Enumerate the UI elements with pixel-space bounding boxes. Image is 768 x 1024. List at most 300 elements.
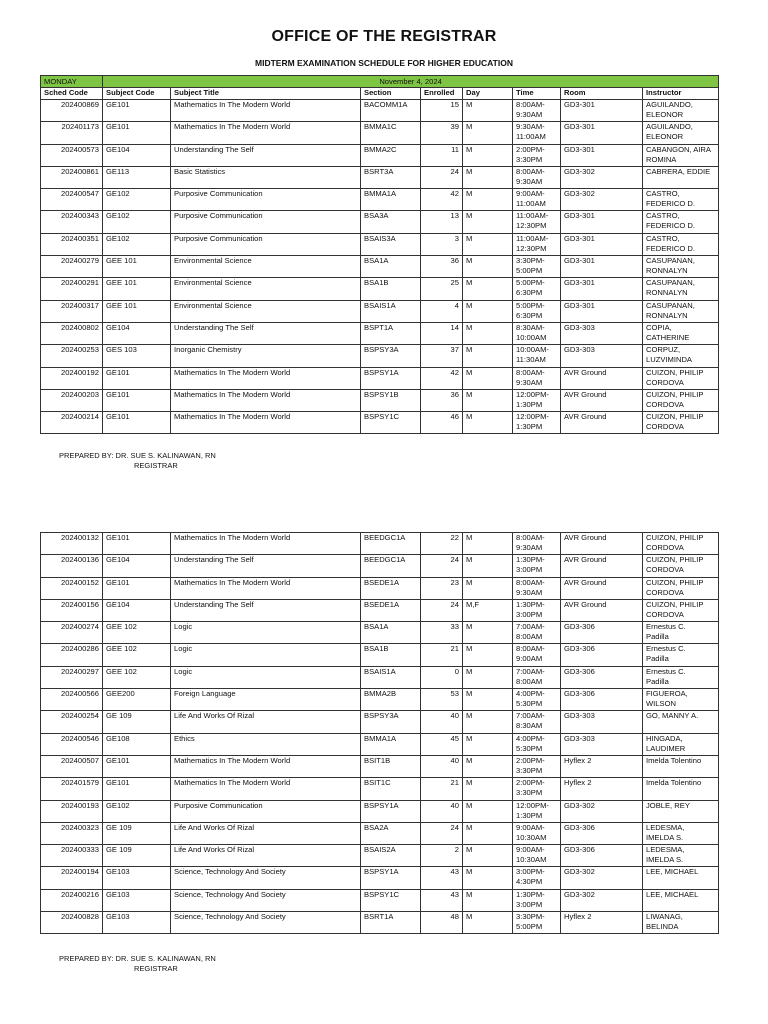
cell-subject-title: Mathematics In The Modern World [171, 533, 361, 555]
cell-section: BSAIS3A [361, 233, 421, 255]
cell-subject-code: GE102 [103, 233, 171, 255]
cell-subject-code: GEE 102 [103, 644, 171, 666]
cell-enrolled: 37 [421, 345, 463, 367]
cell-time: 3:00PM- 4:30PM [513, 867, 561, 889]
cell-section: BSPSY1A [361, 867, 421, 889]
cell-day: M [463, 912, 513, 934]
table-row [41, 622, 719, 644]
cell-time: 7:00AM- 8:00AM [513, 622, 561, 644]
cell-day: M [463, 122, 513, 144]
column-header-time: Time [513, 88, 561, 100]
cell-room: GD3-303 [561, 345, 643, 367]
cell-instructor: CASTRO, FEDERICO D. [643, 211, 719, 233]
cell-enrolled: 25 [421, 278, 463, 300]
cell-time: 8:30AM- 10:00AM [513, 322, 561, 344]
cell-day: M [463, 800, 513, 822]
cell-day: M [463, 577, 513, 599]
cell-instructor: LEDESMA, IMELDA S. [643, 845, 719, 867]
cell-subject-code: GE102 [103, 211, 171, 233]
cell-instructor: AGUILANDO, ELEONOR [643, 122, 719, 144]
cell-subject-title: Logic [171, 644, 361, 666]
cell-day: M [463, 778, 513, 800]
cell-subject-code: GE113 [103, 166, 171, 188]
cell-time: 8:00AM- 9:30AM [513, 100, 561, 122]
cell-section: BSRT1A [361, 912, 421, 934]
cell-enrolled: 40 [421, 755, 463, 777]
cell-enrolled: 36 [421, 389, 463, 411]
cell-sched-code: 202400343 [41, 211, 103, 233]
cell-subject-code: GE108 [103, 733, 171, 755]
cell-instructor: AGUILANDO, ELEONOR [643, 100, 719, 122]
cell-subject-title: Understanding The Self [171, 322, 361, 344]
cell-room: AVR Ground [561, 412, 643, 434]
table-row [41, 278, 719, 300]
cell-sched-code: 202400286 [41, 644, 103, 666]
table-row [41, 256, 719, 278]
cell-section: BSA1B [361, 278, 421, 300]
cell-room: GD3-303 [561, 733, 643, 755]
cell-sched-code: 202400566 [41, 689, 103, 711]
cell-sched-code: 202400861 [41, 166, 103, 188]
cell-instructor: CASUPANAN, RONNALYN [643, 278, 719, 300]
cell-section: BSPSY3A [361, 345, 421, 367]
cell-day: M,F [463, 599, 513, 621]
cell-day: M [463, 533, 513, 555]
cell-room: GD3-306 [561, 822, 643, 844]
cell-instructor: LEE, MICHAEL [643, 867, 719, 889]
cell-time: 2:00PM- 3:30PM [513, 144, 561, 166]
table-row [41, 912, 719, 934]
cell-section: BSA2A [361, 822, 421, 844]
cell-subject-code: GE 109 [103, 822, 171, 844]
cell-instructor: CORPUZ, LUZVIMINDA [643, 345, 719, 367]
cell-sched-code: 202400136 [41, 555, 103, 577]
cell-day: M [463, 622, 513, 644]
cell-room: GD3-301 [561, 144, 643, 166]
cell-sched-code: 202400279 [41, 256, 103, 278]
cell-subject-title: Purposive Communication [171, 800, 361, 822]
cell-room: GD3-306 [561, 689, 643, 711]
cell-subject-code: GEE 102 [103, 666, 171, 688]
cell-instructor: CUIZON, PHILIP CORDOVA [643, 577, 719, 599]
cell-time: 2:00PM- 3:30PM [513, 755, 561, 777]
cell-sched-code: 202400546 [41, 733, 103, 755]
cell-section: BSAIS2A [361, 845, 421, 867]
cell-enrolled: 24 [421, 822, 463, 844]
cell-time: 10:00AM- 11:30AM [513, 345, 561, 367]
cell-enrolled: 46 [421, 412, 463, 434]
table-row [41, 689, 719, 711]
cell-day: M [463, 100, 513, 122]
cell-instructor: CUIZON, PHILIP CORDOVA [643, 533, 719, 555]
cell-subject-title: Life And Works Of Rizal [171, 845, 361, 867]
cell-section: BSPSY1B [361, 389, 421, 411]
table-row [41, 555, 719, 577]
cell-enrolled: 40 [421, 711, 463, 733]
cell-subject-title: Science, Technology And Society [171, 912, 361, 934]
cell-section: BSPT1A [361, 322, 421, 344]
cell-sched-code: 202401173 [41, 122, 103, 144]
cell-sched-code: 202400156 [41, 599, 103, 621]
cell-subject-title: Logic [171, 622, 361, 644]
cell-time: 8:00AM- 9:30AM [513, 367, 561, 389]
cell-subject-code: GEE 101 [103, 256, 171, 278]
cell-section: BSA1A [361, 622, 421, 644]
table-row [41, 122, 719, 144]
cell-room: GD3-301 [561, 278, 643, 300]
prepared-by-block-1 [59, 451, 216, 471]
prepared-by-text: PREPARED BY: DR. SUE S. KALINAWAN, RN [59, 451, 216, 460]
cell-day: M [463, 256, 513, 278]
cell-section: BMMA2C [361, 144, 421, 166]
column-header-section: Section [361, 88, 421, 100]
cell-subject-title: Life And Works Of Rizal [171, 822, 361, 844]
cell-subject-code: GE104 [103, 144, 171, 166]
cell-subject-title: Understanding The Self [171, 144, 361, 166]
cell-subject-title: Environmental Science [171, 256, 361, 278]
date-label: November 4, 2024 [103, 76, 719, 88]
cell-subject-title: Purposive Communication [171, 189, 361, 211]
cell-day: M [463, 300, 513, 322]
cell-section: BSA1A [361, 256, 421, 278]
table-row [41, 233, 719, 255]
cell-day: M [463, 166, 513, 188]
cell-section: BEEDGC1A [361, 533, 421, 555]
cell-section: BSA3A [361, 211, 421, 233]
cell-instructor: CUIZON, PHILIP CORDOVA [643, 412, 719, 434]
cell-enrolled: 0 [421, 666, 463, 688]
cell-subject-code: GE101 [103, 755, 171, 777]
table-row [41, 778, 719, 800]
cell-enrolled: 14 [421, 322, 463, 344]
cell-sched-code: 202400869 [41, 100, 103, 122]
cell-enrolled: 4 [421, 300, 463, 322]
cell-room: GD3-301 [561, 233, 643, 255]
cell-subject-title: Mathematics In The Modern World [171, 389, 361, 411]
cell-instructor: CUIZON, PHILIP CORDOVA [643, 555, 719, 577]
cell-enrolled: 23 [421, 577, 463, 599]
cell-day: M [463, 322, 513, 344]
cell-room: GD3-303 [561, 322, 643, 344]
page-title: OFFICE OF THE REGISTRAR [271, 28, 497, 45]
cell-sched-code: 202400547 [41, 189, 103, 211]
cell-section: BSIT1C [361, 778, 421, 800]
cell-subject-code: GE 109 [103, 845, 171, 867]
cell-time: 9:00AM- 11:00AM [513, 189, 561, 211]
cell-subject-title: Foreign Language [171, 689, 361, 711]
cell-instructor: Ernestus C. Padilla [643, 622, 719, 644]
cell-time: 8:00AM- 9:00AM [513, 644, 561, 666]
cell-subject-title: Mathematics In The Modern World [171, 755, 361, 777]
cell-instructor: CASTRO, FEDERICO D. [643, 233, 719, 255]
table-row [41, 867, 719, 889]
table-row [41, 755, 719, 777]
cell-subject-code: GEE 102 [103, 622, 171, 644]
cell-day: M [463, 711, 513, 733]
registrar-label: REGISTRAR [134, 461, 178, 470]
cell-subject-code: GE104 [103, 599, 171, 621]
cell-sched-code: 202400317 [41, 300, 103, 322]
cell-room: GD3-301 [561, 256, 643, 278]
cell-sched-code: 202400194 [41, 867, 103, 889]
cell-enrolled: 42 [421, 367, 463, 389]
table-row [41, 822, 719, 844]
cell-room: GD3-302 [561, 867, 643, 889]
cell-sched-code: 202400351 [41, 233, 103, 255]
cell-sched-code: 202400216 [41, 889, 103, 911]
schedule-table-page-2 [40, 532, 719, 934]
cell-sched-code: 202400214 [41, 412, 103, 434]
cell-enrolled: 2 [421, 845, 463, 867]
cell-sched-code: 202400297 [41, 666, 103, 688]
table-row [41, 845, 719, 867]
cell-day: M [463, 755, 513, 777]
cell-enrolled: 53 [421, 689, 463, 711]
cell-day: M [463, 144, 513, 166]
table-row [41, 166, 719, 188]
cell-time: 5:00PM- 6:30PM [513, 278, 561, 300]
cell-sched-code: 202400323 [41, 822, 103, 844]
cell-time: 7:00AM- 8:00AM [513, 666, 561, 688]
cell-subject-code: GE101 [103, 412, 171, 434]
cell-instructor: CABANGON, AIRA ROMINA [643, 144, 719, 166]
cell-enrolled: 33 [421, 622, 463, 644]
cell-subject-title: Environmental Science [171, 278, 361, 300]
table-row [41, 211, 719, 233]
cell-section: BMMA1A [361, 733, 421, 755]
cell-enrolled: 24 [421, 599, 463, 621]
cell-day: M [463, 233, 513, 255]
prepared-by-block-2 [59, 954, 216, 974]
cell-subject-title: Mathematics In The Modern World [171, 100, 361, 122]
cell-enrolled: 48 [421, 912, 463, 934]
cell-section: BSEDE1A [361, 599, 421, 621]
cell-day: M [463, 845, 513, 867]
cell-day: M [463, 367, 513, 389]
cell-room: Hyflex 2 [561, 778, 643, 800]
cell-instructor: CASTRO, FEDERICO D. [643, 189, 719, 211]
cell-subject-title: Mathematics In The Modern World [171, 778, 361, 800]
cell-room: Hyflex 2 [561, 912, 643, 934]
cell-time: 8:00AM- 9:30AM [513, 166, 561, 188]
cell-subject-code: GE101 [103, 533, 171, 555]
cell-enrolled: 11 [421, 144, 463, 166]
cell-room: GD3-301 [561, 100, 643, 122]
cell-instructor: CASUPANAN, RONNALYN [643, 256, 719, 278]
cell-instructor: GO, MANNY A. [643, 711, 719, 733]
table-row [41, 189, 719, 211]
table-row [41, 100, 719, 122]
cell-section: BSRT3A [361, 166, 421, 188]
cell-time: 5:00PM- 6:30PM [513, 300, 561, 322]
cell-instructor: CUIZON, PHILIP CORDOVA [643, 389, 719, 411]
cell-instructor: FIGUEROA, WILSON [643, 689, 719, 711]
cell-subject-code: GE104 [103, 322, 171, 344]
column-header-sched-code: Sched Code [41, 88, 103, 100]
cell-subject-code: GE103 [103, 889, 171, 911]
cell-subject-title: Ethics [171, 733, 361, 755]
cell-time: 4:00PM- 5:30PM [513, 733, 561, 755]
cell-day: M [463, 412, 513, 434]
table-row [41, 599, 719, 621]
cell-instructor: Ernestus C. Padilla [643, 666, 719, 688]
cell-room: AVR Ground [561, 533, 643, 555]
cell-room: AVR Ground [561, 389, 643, 411]
cell-enrolled: 21 [421, 778, 463, 800]
cell-time: 1:30PM- 3:00PM [513, 889, 561, 911]
cell-subject-title: Mathematics In The Modern World [171, 122, 361, 144]
column-header-subject-code: Subject Code [103, 88, 171, 100]
cell-enrolled: 21 [421, 644, 463, 666]
cell-subject-code: GE101 [103, 778, 171, 800]
table-row [41, 889, 719, 911]
cell-section: BSA1B [361, 644, 421, 666]
cell-instructor: HINGADA, LAUDIMER [643, 733, 719, 755]
cell-instructor: Imelda Tolentino [643, 755, 719, 777]
table-row [41, 144, 719, 166]
cell-instructor: CASUPANAN, RONNALYN [643, 300, 719, 322]
cell-subject-code: GE101 [103, 389, 171, 411]
cell-subject-title: Life And Works Of Rizal [171, 711, 361, 733]
cell-room: GD3-306 [561, 644, 643, 666]
cell-time: 4:00PM- 5:30PM [513, 689, 561, 711]
cell-instructor: LEDESMA, IMELDA S. [643, 822, 719, 844]
cell-time: 1:30PM- 3:00PM [513, 599, 561, 621]
prepared-by-text: PREPARED BY: DR. SUE S. KALINAWAN, RN [59, 954, 216, 963]
cell-subject-code: GE101 [103, 122, 171, 144]
cell-day: M [463, 278, 513, 300]
cell-subject-title: Science, Technology And Society [171, 889, 361, 911]
table-row [41, 533, 719, 555]
cell-day: M [463, 189, 513, 211]
header-row [41, 88, 719, 100]
cell-section: BSPSY1A [361, 800, 421, 822]
cell-section: BSPSY1C [361, 412, 421, 434]
cell-sched-code: 202401579 [41, 778, 103, 800]
cell-sched-code: 202400828 [41, 912, 103, 934]
cell-room: AVR Ground [561, 577, 643, 599]
cell-sched-code: 202400333 [41, 845, 103, 867]
cell-room: GD3-302 [561, 189, 643, 211]
cell-instructor: COPIA, CATHERINE [643, 322, 719, 344]
cell-subject-title: Basic Statistics [171, 166, 361, 188]
cell-day: M [463, 389, 513, 411]
cell-subject-code: GE103 [103, 912, 171, 934]
cell-subject-code: GE102 [103, 800, 171, 822]
cell-subject-code: GE 109 [103, 711, 171, 733]
cell-sched-code: 202400253 [41, 345, 103, 367]
cell-sched-code: 202400132 [41, 533, 103, 555]
table-row [41, 644, 719, 666]
cell-subject-title: Purposive Communication [171, 233, 361, 255]
cell-day: M [463, 666, 513, 688]
cell-subject-title: Mathematics In The Modern World [171, 577, 361, 599]
cell-time: 11:00AM- 12:30PM [513, 233, 561, 255]
cell-subject-title: Science, Technology And Society [171, 867, 361, 889]
table-row [41, 300, 719, 322]
cell-sched-code: 202400152 [41, 577, 103, 599]
column-header-subject-title: Subject Title [171, 88, 361, 100]
cell-subject-title: Environmental Science [171, 300, 361, 322]
cell-room: Hyflex 2 [561, 755, 643, 777]
page-subtitle: MIDTERM EXAMINATION SCHEDULE FOR HIGHER EDUCATION [255, 58, 513, 68]
cell-section: BMMA1A [361, 189, 421, 211]
cell-day: M [463, 733, 513, 755]
cell-time: 9:00AM- 10:30AM [513, 845, 561, 867]
cell-subject-code: GEE 101 [103, 300, 171, 322]
cell-sched-code: 202400193 [41, 800, 103, 822]
cell-subject-title: Mathematics In The Modern World [171, 412, 361, 434]
cell-section: BSAIS1A [361, 300, 421, 322]
cell-subject-code: GEE 101 [103, 278, 171, 300]
cell-section: BSIT1B [361, 755, 421, 777]
table-row [41, 389, 719, 411]
cell-time: 12:00PM- 1:30PM [513, 800, 561, 822]
column-header-instructor: Instructor [643, 88, 719, 100]
cell-enrolled: 13 [421, 211, 463, 233]
cell-instructor: CABRERA, EDDIE [643, 166, 719, 188]
cell-time: 1:30PM- 3:00PM [513, 555, 561, 577]
cell-section: BSEDE1A [361, 577, 421, 599]
cell-time: 3:30PM- 5:00PM [513, 912, 561, 934]
cell-enrolled: 42 [421, 189, 463, 211]
cell-enrolled: 43 [421, 889, 463, 911]
table-row [41, 577, 719, 599]
cell-section: BMMA2B [361, 689, 421, 711]
cell-enrolled: 3 [421, 233, 463, 255]
cell-subject-title: Mathematics In The Modern World [171, 367, 361, 389]
cell-sched-code: 202400274 [41, 622, 103, 644]
cell-time: 9:00AM- 10:30AM [513, 822, 561, 844]
cell-instructor: Ernestus C. Padilla [643, 644, 719, 666]
cell-sched-code: 202400573 [41, 144, 103, 166]
cell-subject-code: GE102 [103, 189, 171, 211]
cell-sched-code: 202400507 [41, 755, 103, 777]
column-header-enrolled: Enrolled [421, 88, 463, 100]
cell-section: BEEDGC1A [361, 555, 421, 577]
cell-room: AVR Ground [561, 367, 643, 389]
cell-day: M [463, 867, 513, 889]
table-row [41, 666, 719, 688]
cell-section: BSPSY3A [361, 711, 421, 733]
table-row [41, 800, 719, 822]
cell-instructor: JOBLE, REY [643, 800, 719, 822]
cell-section: BSPSY1A [361, 367, 421, 389]
cell-subject-code: GE101 [103, 100, 171, 122]
cell-sched-code: 202400203 [41, 389, 103, 411]
cell-time: 3:30PM- 5:00PM [513, 256, 561, 278]
cell-sched-code: 202400291 [41, 278, 103, 300]
table-row [41, 412, 719, 434]
cell-subject-title: Understanding The Self [171, 599, 361, 621]
cell-day: M [463, 644, 513, 666]
cell-subject-code: GE101 [103, 577, 171, 599]
cell-enrolled: 40 [421, 800, 463, 822]
cell-section: BACOMM1A [361, 100, 421, 122]
cell-subject-title: Purposive Communication [171, 211, 361, 233]
cell-time: 11:00AM- 12:30PM [513, 211, 561, 233]
cell-section: BSPSY1C [361, 889, 421, 911]
cell-time: 12:00PM- 1:30PM [513, 412, 561, 434]
column-header-room: Room [561, 88, 643, 100]
cell-room: GD3-303 [561, 711, 643, 733]
cell-day: M [463, 211, 513, 233]
cell-sched-code: 202400802 [41, 322, 103, 344]
cell-instructor: CUIZON, PHILIP CORDOVA [643, 599, 719, 621]
cell-room: GD3-302 [561, 800, 643, 822]
day-label: MONDAY [41, 76, 103, 88]
registrar-label: REGISTRAR [134, 964, 178, 973]
